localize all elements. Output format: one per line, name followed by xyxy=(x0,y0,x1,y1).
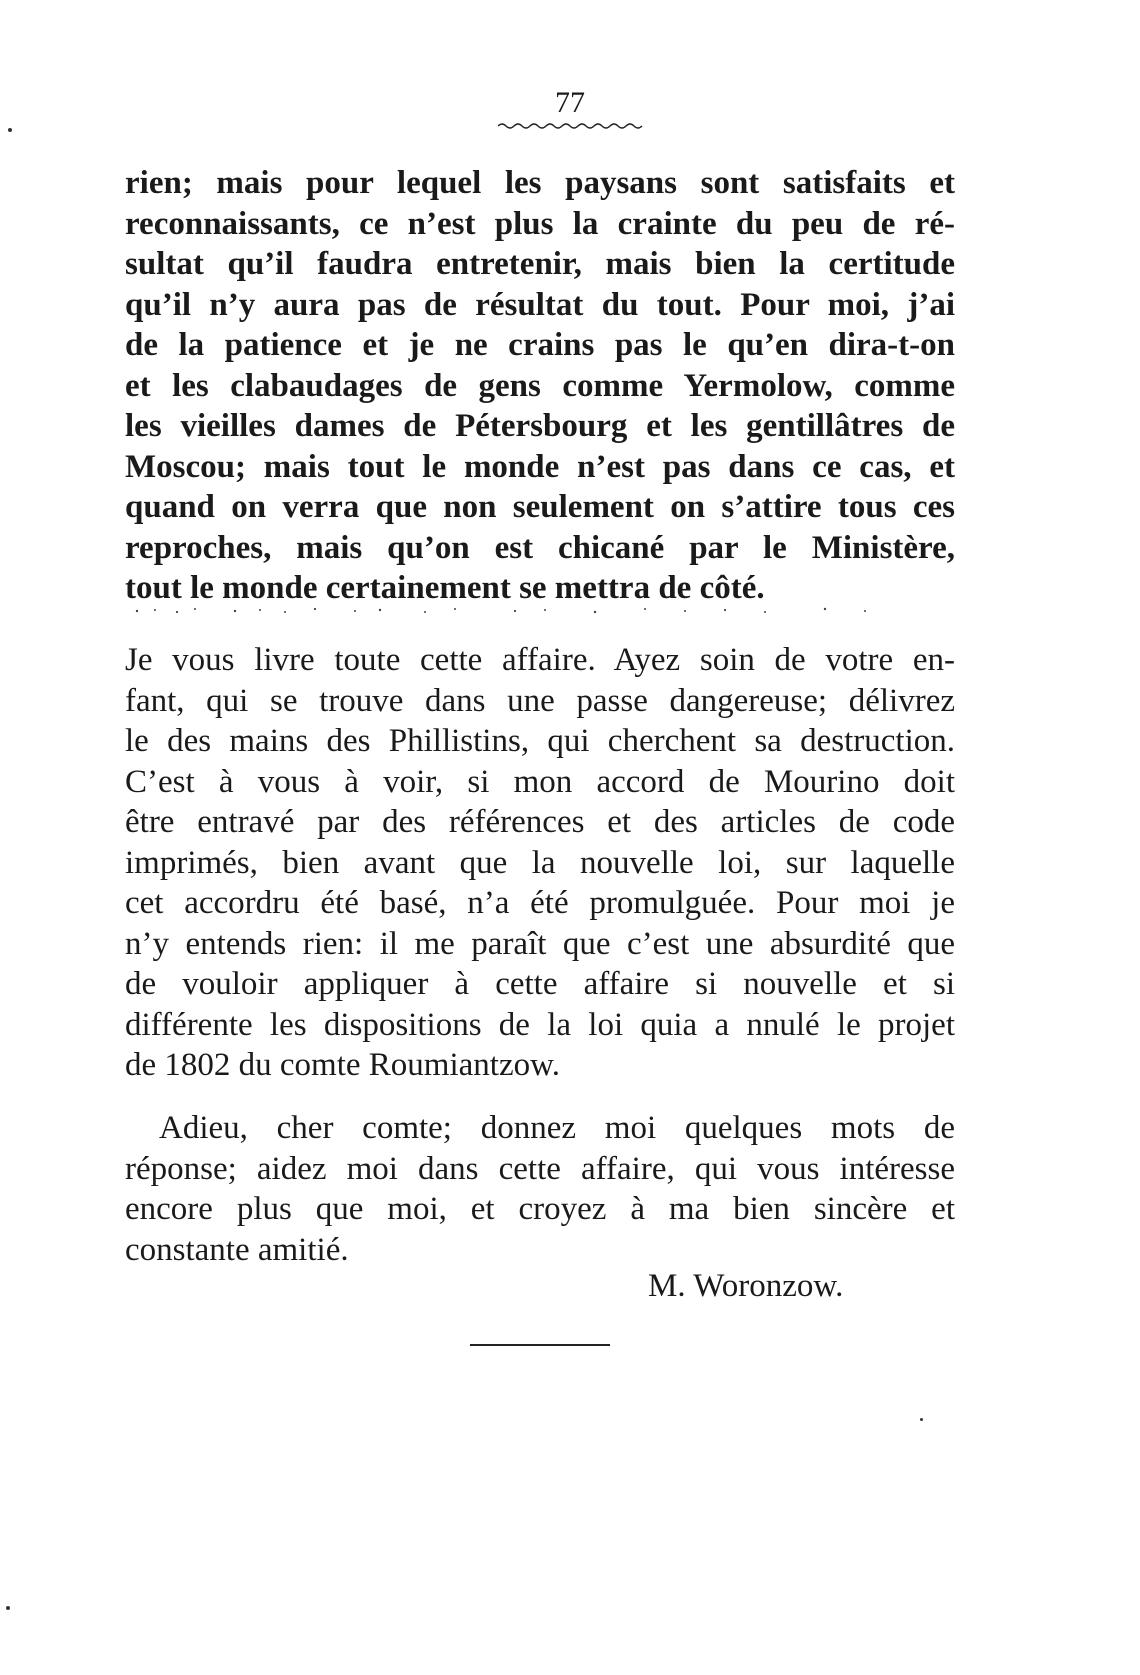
text-line: quand on verra que non seulement on s’attire tous ces xyxy=(125,489,955,525)
scan-speck xyxy=(920,1418,923,1421)
text-line: imprimés, bien avant que la nouvelle loi, sur laquelle xyxy=(125,844,955,881)
text-line: et les clabaudages de gens comme Yermolow, comme xyxy=(125,367,955,404)
text-line: différente les dispositions de la loi quia a nnulé le projet xyxy=(125,1006,955,1043)
text-line: de vouloir appliquer à cette affaire si nouvelle et si xyxy=(125,966,955,1002)
text-line: rien; mais pour lequel les paysans sont satisfaits et xyxy=(125,165,955,201)
text-line: Moscou; mais tout le monde n’est pas dans ce cas, et xyxy=(125,448,955,485)
text-line: n’y entends rien: il me paraît que c’est une absurdité que xyxy=(125,925,955,962)
scan-speck xyxy=(6,1606,10,1610)
text-line: être entravé par des références et des articles de code xyxy=(125,804,955,840)
paragraph-3 xyxy=(125,1108,955,1270)
text-line: tout le monde certainement se mettra de côté. xyxy=(125,570,765,606)
scan-speck xyxy=(8,128,12,132)
page-number-block xyxy=(0,86,1140,130)
text-line: fant, qui se trouve dans une passe dangereuse; délivrez xyxy=(125,682,955,719)
text-line: reconnaissants, ce n’est plus la crainte du peu de ré- xyxy=(125,205,955,242)
scan-noise-dots xyxy=(125,606,955,616)
paragraph-2 xyxy=(125,640,955,1086)
page-number-ornament xyxy=(498,122,643,130)
text-line: qu’il n’y aura pas de résultat du tout. Pour moi, j’ai xyxy=(125,286,955,323)
text-line: les vieilles dames de Pétersbourg et les gentillâtres de xyxy=(125,408,955,444)
text-line: sultat qu’il faudra entretenir, mais bien la certitude xyxy=(125,246,955,282)
text-line: le des mains des Phillistins, qui cherchent sa destruction. xyxy=(125,723,955,759)
paragraph-1 xyxy=(125,163,955,609)
text-line: de la patience et je ne crains pas le qu’en dira-t-on xyxy=(125,327,955,363)
text-line: C’est à vous à voir, si mon accord de Mourino doit xyxy=(125,763,955,800)
text-line: cet accordru été basé, n’a été promulguée. Pour moi je xyxy=(125,885,955,921)
text-line: encore plus que moi, et croyez à ma bien sincère et xyxy=(125,1191,955,1227)
text-line: Je vous livre toute cette affaire. Ayez soin de votre en- xyxy=(125,642,955,678)
text-line: constante amitié. xyxy=(125,1231,349,1268)
closing-rule xyxy=(470,1344,610,1346)
signature: M. Woronzow. xyxy=(648,1268,844,1304)
text-line: de 1802 du comte Roumiantzow. xyxy=(125,1047,561,1083)
page-number: 77 xyxy=(555,86,585,119)
text-line: reproches, mais qu’on est chicané par le Ministère, xyxy=(125,529,955,566)
text-line: Adieu, cher comte; donnez moi quelques mots de xyxy=(159,1110,955,1146)
text-line: réponse; aidez moi dans cette affaire, qui vous intéresse xyxy=(125,1150,955,1187)
